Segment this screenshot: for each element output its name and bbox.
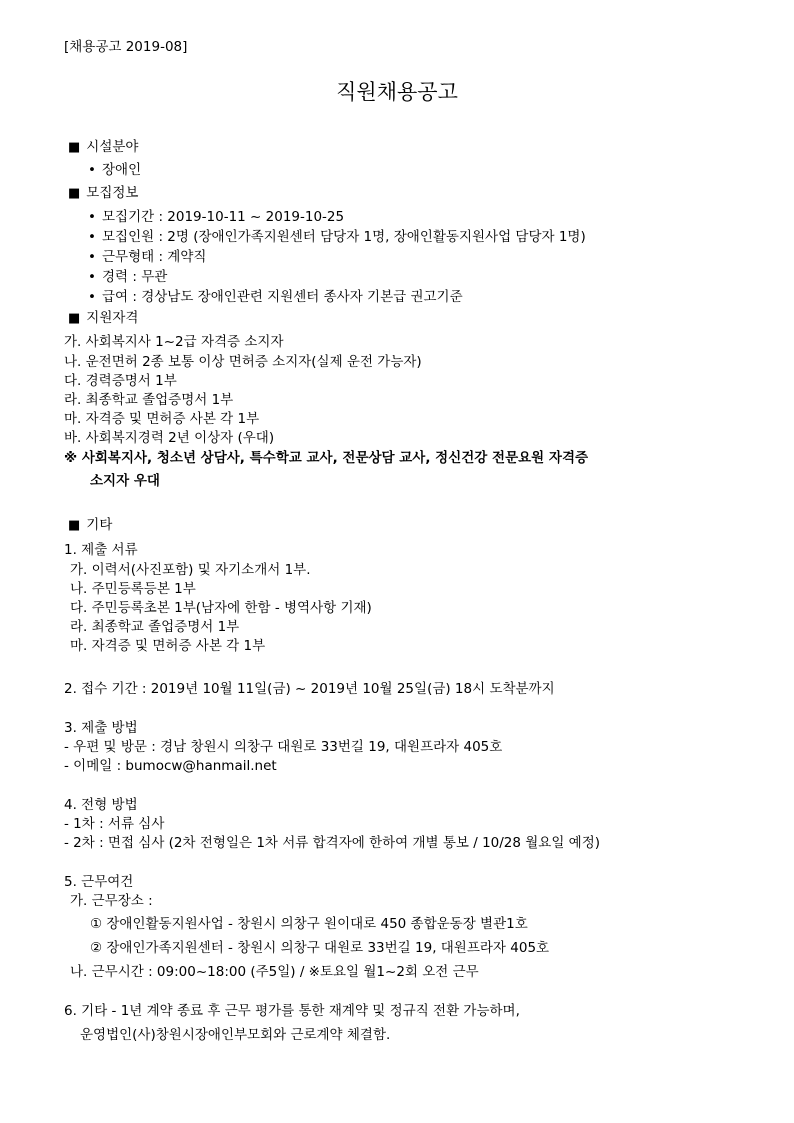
square-bullet-icon: ■ [68, 140, 81, 155]
work-place-title: 가. 근무장소 : [70, 893, 153, 909]
square-bullet-icon: ■ [68, 311, 81, 326]
document-item: 나. 주민등록등본 1부 [70, 581, 196, 597]
qualification-item: 다. 경력증명서 1부 [64, 373, 177, 389]
qualification-item: 가. 사회복지사 1~2급 자격증 소지자 [64, 334, 284, 350]
recruit-item: • 근무형태 : 계약직 [88, 249, 207, 265]
section-qualification-heading: ■ 지원자격 [68, 310, 139, 326]
other-terms-cont: 운영법인(사)창원시장애인부모회와 근로계약 체결함. [80, 1027, 391, 1043]
bullet-icon: • [88, 229, 96, 245]
section-etc-heading: ■ 기타 [68, 517, 113, 533]
square-bullet-icon: ■ [68, 186, 81, 201]
recruit-item: • 모집기간 : 2019-10-11 ~ 2019-10-25 [88, 209, 345, 225]
bullet-icon: • [88, 249, 96, 265]
other-terms: 6. 기타 - 1년 계약 종료 후 근무 평가를 통한 재계약 및 정규직 전환 가능하며, [64, 1003, 520, 1019]
qualification-item: 라. 최종학교 졸업증명서 1부 [64, 392, 234, 408]
page-title: 직원채용공고 [336, 80, 458, 104]
submission-method-email: - 이메일 : bumocw@hanmail.net [64, 758, 277, 774]
qualification-preference-note-cont: 소지자 우대 [90, 473, 160, 489]
document-item: 마. 자격증 및 면허증 사본 각 1부 [70, 638, 266, 654]
notice-number: [채용공고 2019-08] [64, 39, 188, 55]
document-item: 가. 이력서(사진포함) 및 자기소개서 1부. [70, 562, 311, 578]
qualification-item: 마. 자격증 및 면허증 사본 각 1부 [64, 411, 260, 427]
submission-method-title: 3. 제출 방법 [64, 720, 138, 736]
bullet-icon: • [88, 209, 96, 225]
document-item: 다. 주민등록초본 1부(남자에 한함 - 병역사항 기재) [70, 600, 372, 616]
bullet-icon: • [88, 162, 96, 178]
screening-title: 4. 전형 방법 [64, 797, 138, 813]
screening-item: - 1차 : 서류 심사 [64, 816, 165, 832]
section-recruit-heading: ■ 모집정보 [68, 185, 139, 201]
application-period: 2. 접수 기간 : 2019년 10월 11일(금) ~ 2019년 10월 25일(금) 18시 도착분까지 [64, 681, 555, 697]
work-place-item: ① 장애인활동지원사업 - 창원시 의창구 원이대로 450 종합운동장 별관1호 [90, 916, 528, 932]
screening-item: - 2차 : 면접 심사 (2차 전형일은 1차 서류 합격자에 한하여 개별 통보 / 10/28 월요일 예정) [64, 835, 601, 851]
section-facility-heading: ■ 시설분야 [68, 139, 139, 155]
qualification-preference-note: ※ 사회복지사, 청소년 상담사, 특수학교 교사, 전문상담 교사, 정신건강 전문요원 자격증 [64, 450, 589, 466]
qualification-item: 바. 사회복지경력 2년 이상자 (우대) [64, 430, 275, 446]
submission-method-item: - 우편 및 방문 : 경남 창원시 의창구 대원로 33번길 19, 대원프라자 405호 [64, 739, 503, 755]
square-bullet-icon: ■ [68, 518, 81, 533]
bullet-icon: • [88, 289, 96, 305]
work-place-item: ② 장애인가족지원센터 - 창원시 의창구 대원로 33번길 19, 대원프라자 405호 [90, 940, 550, 956]
facility-item: • 장애인 [88, 162, 142, 178]
document-item: 라. 최종학교 졸업증명서 1부 [70, 619, 240, 635]
documents-title: 1. 제출 서류 [64, 542, 138, 558]
recruit-item: • 경력 : 무관 [88, 269, 168, 285]
recruit-item: • 모집인원 : 2명 (장애인가족지원센터 담당자 1명, 장애인활동지원사업 담당자 1명) [88, 229, 586, 245]
recruit-item: • 급여 : 경상남도 장애인관련 지원센터 종사자 기본급 권고기준 [88, 289, 463, 305]
conditions-title: 5. 근무여건 [64, 874, 134, 890]
bullet-icon: • [88, 269, 96, 285]
work-hours: 나. 근무시간 : 09:00~18:00 (주5일) / ※토요일 월1~2회 오전 근무 [70, 964, 479, 980]
qualification-item: 나. 운전면허 2종 보통 이상 면허증 소지자(실제 운전 가능자) [64, 354, 422, 370]
